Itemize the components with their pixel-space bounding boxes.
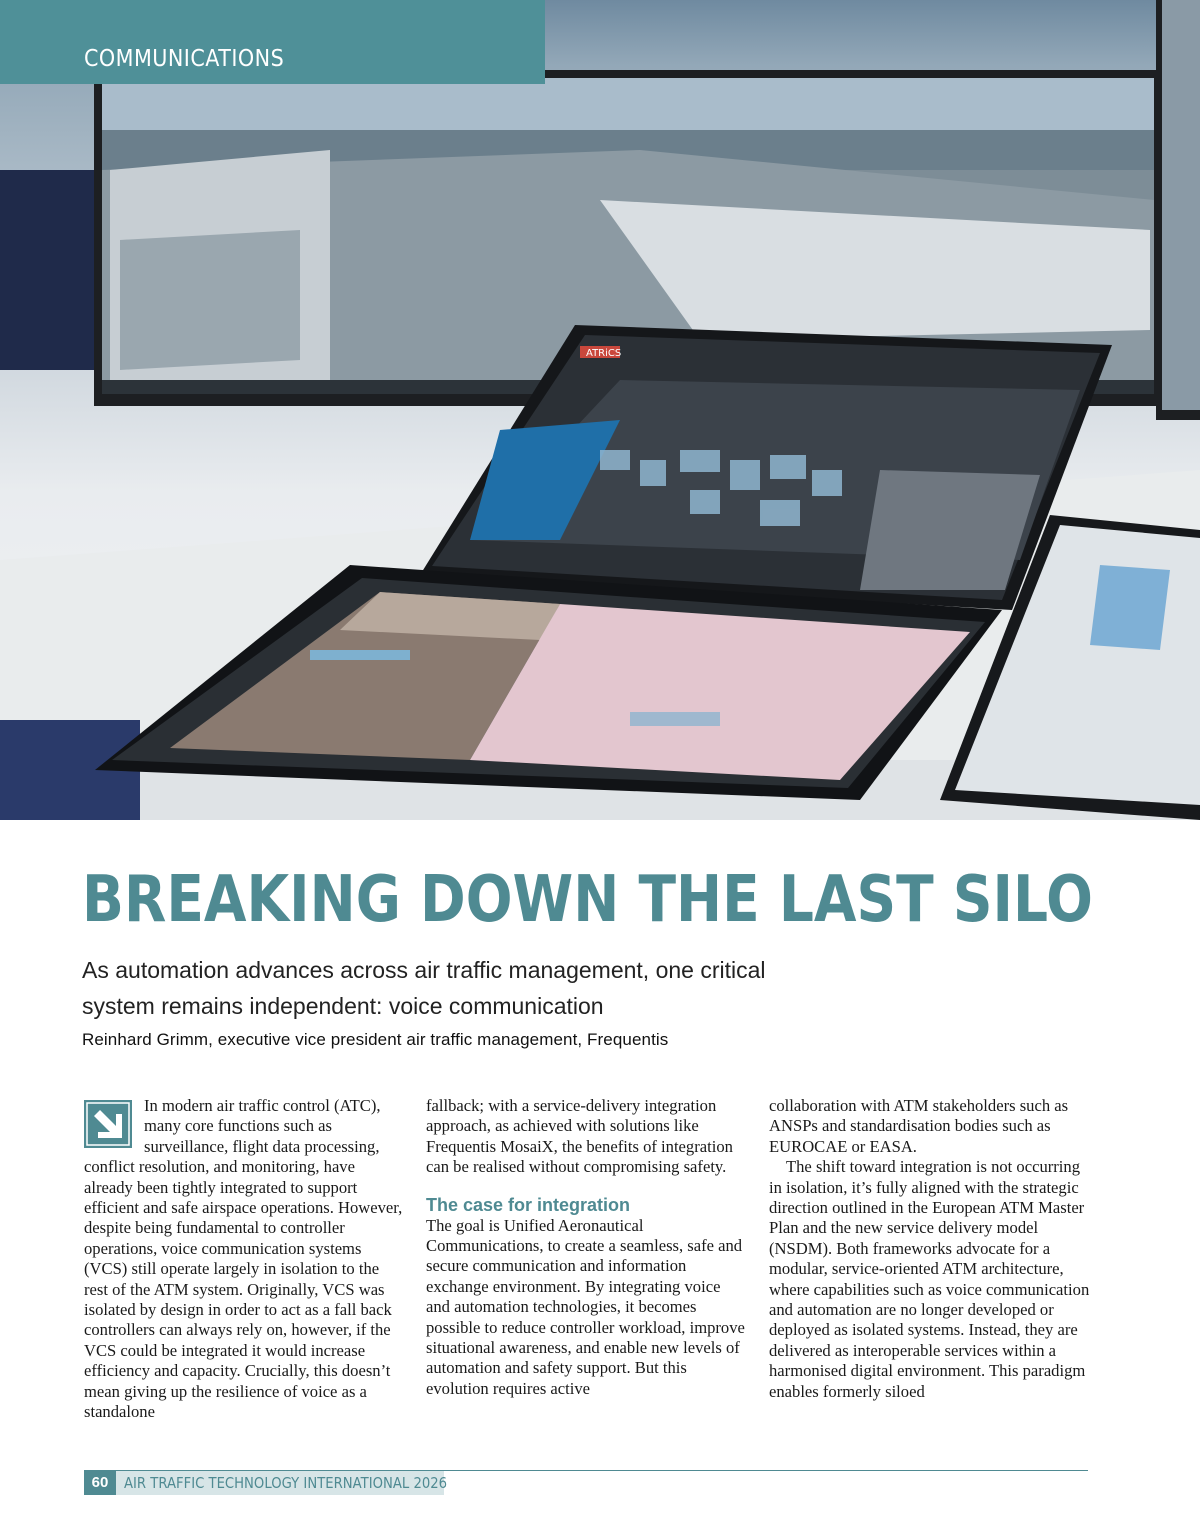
paragraph: fallback; with a service-delivery integration approach, as achieved with solutions like Frequentis MosaiX, the benefits of integration can be realised without compromising safety.	[426, 1096, 733, 1177]
article-byline: Reinhard Grimm, executive vice president air traffic management, Frequentis	[82, 1030, 669, 1049]
publication-name: AIR TRAFFIC TECHNOLOGY INTERNATIONAL 2026	[124, 1474, 448, 1492]
article-headline: BREAKING DOWN THE LAST SILO	[82, 863, 1093, 937]
atrics-logo: ATRiCS	[586, 348, 622, 359]
article-standfirst: As automation advances across air traffic management, one critical system remains independent: voice communication	[82, 957, 766, 1019]
paragraph: collaboration with ATM stakeholders such as ANSPs and standardisation bodies such as EUROCAE or EASA.	[769, 1096, 1069, 1156]
body-column-1	[84, 1096, 406, 1423]
body-column-2	[426, 1096, 748, 1399]
body-column-3	[769, 1096, 1091, 1402]
section-label: COMMUNICATIONS	[84, 46, 285, 72]
page-number: 60	[84, 1471, 116, 1495]
paragraph: The shift toward integration is not occurring in isolation, it’s fully aligned with the strategic direction outlined in the European ATM Master Plan and the new service delivery model (NSDM). Both frameworks advocate for a modular, service-oriented ATM architecture, where capabilities such as voice communication and automation are no longer developed or deployed as isolated systems. Instead, they are delivered as interoperable services within a harmonised digital environment. This paradigm enables formerly siloed	[769, 1157, 1090, 1401]
paragraph: The goal is Unified Aeronautical Communications, to create a seamless, safe and secure communication and information exchange environment. By integrating voice and automation technologies, it becomes possible to reduce controller workload, improve situational awareness, and enable new levels of automation and safety support. But this evolution requires active	[426, 1215, 745, 1398]
arrow-down-right-icon	[84, 1100, 132, 1148]
paragraph: In modern air traffic control (ATC), many core functions such as surveillance, flight data processing, conflict resolution, and monitoring, have already been tightly integrated to support efficient and safe airspace operations. However, despite being fundamental to controller operations, voice communication systems (VCS) still operate largely in isolation to the rest of the ATM system. Originally, VCS was isolated by design in order to act as a fall back controllers can always rely on, however, if the VCS could be integrated it would increase efficiency and capacity. Crucially, this doesn’t mean giving up the resilience of voice as a standalone	[84, 1096, 403, 1422]
section-subhead: The case for integration	[426, 1194, 631, 1215]
